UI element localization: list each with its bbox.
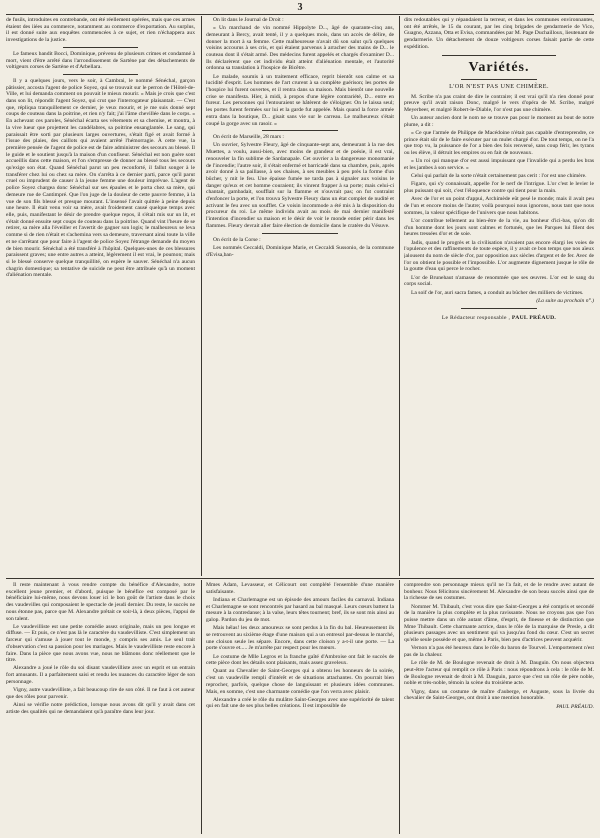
review-paragraph: Mmes Adam, Levasseur, et Célicourt ont complété l'ensemble d'une manière satisfaisante.	[206, 582, 394, 595]
news-paragraph: On écrit de la Corse :	[213, 236, 261, 243]
column-1-top	[6, 17, 195, 576]
separator	[262, 233, 337, 234]
review-paragraph: Nommer M. Thibault, c'est vous dire que Saint-Georges a été compris et secondé de la manière la plus complète et la plus ravissante. Nous ne croyons pas que l'on puisse mettre dans un rôle autant d'âme, d'esprit, de finesse et de distinction que Mme Thibault. Cette charmante actrice, dans le rôle de la marquise de Presle, a dit plusieurs passages avec un sentiment qui va jusqu'au fond du cœur. C'est un secret qu'elle seule possède et que, même à Paris, bien peu d'actrices peuvent acquérir.	[404, 603, 594, 644]
section-title: Variétés.	[468, 59, 530, 75]
separator	[63, 47, 139, 48]
article-paragraph: « Ce que l'armée de Philippe de Macédoine n'était pas capable d'entreprendre, ce prince était sûr de le faire exécuter par un mulet chargé d'or. De tout temps, on ne l'a que trop vu, la puissance de l'or a bien des fois renversé, sans coup férir, les tyrans ou les élève, il détruit les empires ou en fait de nouveaux.	[404, 130, 594, 157]
top-rule	[6, 14, 594, 15]
news-paragraph: dits redoutables qui y répandaient la terreur, et dans les communes environnantes, ont été arrêtés, le 15 du courant, par les cinq brigades de gendarmerie de Vico, Guagno, Azzana, Otta et Evisa, commandées par M. Page Duchailloux, lieutenant de gendarmerie. Un détachement de douze voltigeurs corses faisait partie de cette expédition.	[404, 17, 594, 50]
news-paragraph: de fusils, introduites en contrebande, ont été réellement opérées, mais que ces armes étaient des iiées au commerce, notamment au commerce d'exportation. Au surplus, il est donné suite aux enquêtes commencées à ce sujet, et rien n'échappera aux investigations de la justice.	[6, 17, 195, 44]
column-3-bottom	[404, 582, 594, 834]
news-paragraph: Le malade, soumis à un traitement efficace, reprit bientôt son calme et sa lucidité d'esprit. Les hommes de l'art crurent à sa complète guérison; les portes de l'hospice lui furent ouvertes, et il rentra dans sa maison. Mais bientôt une nouvelle crise se manifesta. Hier, à midi, à propos d'une légère contrariété, D... entre en fureur. Les personnes qui l'entouraient se hâtèrent de s'éloigner. On le laissa seul; les portes furent fermées sur lui et la garde fut appelée. Mais quand la force armée entra dans la boutique, D... gisait sans vie sur le carreau. Le malheureux s'était coupé la gorge avec un rasoir. »	[206, 73, 394, 127]
news-paragraph: Le fameux bandit Bocci, Dominique, prévenu de plusieurs crimes et condamné à mort, vient d'être arrêté dans l'arrondissement de Sartène par des détachements de voltigeurs corses de Sartène et d'Arbellara.	[6, 50, 195, 71]
column-rule	[399, 16, 400, 576]
review-paragraph: Mais hélas! les deux amoureux se sont perdus à la fin du bal. Heureusement ils se retrouvent au sixième étage d'une maison qui a un entresol par-dessus le marché, une cloison seule les sépare. Encore, dans cette cloison y a-t-il une porte. — La porte s'ouvre et..... Je m'arrête par respect pour les mœurs.	[206, 625, 394, 652]
news-paragraph: On lit dans le Journal de Droit :	[213, 17, 284, 23]
article-signature: (La suite au prochain n°.)	[536, 298, 594, 305]
news-paragraph: Il y a quelques jours, vers le soir, à Cambrai, le nommé Sénéchal, garçon pâtissier, accosta l'agent de police Soyez, qui se trouvait sur le perron de l'Hôtel-de-Ville, et lui demanda comment on pouvait le mieux mourir. « Mais je crois que c'est dans son lit, répondit l'agent Soyez, qui crut que l'interrogateur plaisantait. — C'est que, répliqua tranquillement ce dernier, je veux mourir, et je me suis donné sept coups de couteau dans la poitrine, et rien n'y fait; j'ai l'âme chevillée dans le corps. » En achevant ces paroles, Sénéchal écarta ses vêtements et sa chemise, et montra, à la vive lueur que projettent les candélabres, sa poitrine ensanglantée. Le sang, qui paraissait être sorti par plusieurs larges ouvertures, s'était figé et avait formé à l'issue des plaies, des caillots qui avaient arrêté l'hémorragie. À cette vue, la première pensée de l'agent de police est de faire administrer des secours au blessé. Il le guide et le soutient jusqu'à la maison d'un confiseur. Sénéchal est non guère sont accueillis dans cette maison, et l'on s'empresse de donner au blessé tous les secours qu'exige son état. Quand Sénéchal parut un peu reconforté, il fallut songer à le transférer chez lui ou chez sa mère. On s'arrêta à ce dernier parti, parce qu'il parut cruel ou imprudent de causer à la jeune femme une douleur imprévue. L'agent de police Soyez chargea donc Sénéchal sur ses épaules et le porta chez sa mère, qui demeure rue de Cantimpré. Que l'on juge de la douleur de cette pauvre femme, à la vue de son fils blessé et presque mourant. L'insensé l'avait quittée à peine depuis une heure. Il était venu voir sa mère, avait froidement causé quelque temps avec elle, puis, manifestant le désir de prendre quelque repos, il s'était mis sur un lit, et s'était donné ensuite sept coups de couteau dans la poitrine. Quand vint l'heure de se retirer, sa mère alla l'éveiller et l'avertit de gagner son logis; le malheureux se leva comme si de rien n'était et s'achemina vers sa demeure, traversant ainsi toute la ville et ne s'arrêtant que pour faire à l'agent de police Soyez l'étrange demande du moyen de bien mourir. Sénéchal a été transféré à l'hôpital. Quelques-unes de ces blessures paraissent graves; une entre autres a atteint, légèrement il est vrai, le poumon; mais si le blessé conserve quelque tranquillité, on espère le sauver. Sénéchal n'a aucun chagrin domestique; sa tentative de suicide ne peut être attribuée qu'à un moment d'aliénation mentale.	[6, 77, 195, 279]
article-paragraph: L'or de Brunehaut n'amasse de renommée que ses œuvres. L'or est le sang du corps social.	[404, 274, 594, 288]
page-number: 3	[297, 2, 303, 13]
column-2-top	[206, 17, 394, 576]
article-title: L'OR N'EST PAS UNE CHIMÈRE.	[449, 82, 549, 90]
article-paragraph: La soif de l'or, auri sacra fames, a conduit au bûcher des milliers de victimes.	[411, 289, 584, 296]
news-paragraph: « Un marchand de vin nommé Hippolyte D..., âgé de quarante-cinq ans, demeurant à Bercy, avait tenté, il y a quelques mois, dans un accès de délire, de donner la mort à sa femme. Cette malheureuse n'avait dû son salut qu'à quelques voisins accourus à ses cris, et qui étaient parvenus à arracher des mains de D... le couteau dont il s'était armé. Des médecins furent appelés et chargés d'examiner D... Ils déclarèrent que cet individu était atteint d'aliénation mentale, et l'autorité ordonna sa translation à l'hospice de Bicêtre.	[206, 25, 394, 72]
review-paragraph: Il reste maintenant à vous rendre compte du bénéfice d'Alexandre, notre excellent jeune premier, et d'abord, puisque le bénéfice est composé par le bénéficiaire lui-même, nous devons louer ici le bon goût de l'artiste dans le choix des vaudevilles qui composaient le spectacle de jeudi dernier. Du reste, le succès ne nous étonne pas, parce que M. Alexandre prêtait ce soir-là, à deux pièces, l'appui de son talent.	[6, 582, 195, 622]
separator	[461, 308, 537, 309]
review-paragraph: Quant au Chevalier de Saint-Georges qui a obtenu les honneurs de la soirée, c'est un vaudeville rempli d'intérêt et de situations attachantes. On pourrait bien reprocher, parfois, quelque chose de languissant et plusieurs idées communes. Mais, en somme, c'est une charmante comédie que l'on verra avec plaisir.	[206, 668, 394, 695]
review-paragraph: Alexandre a créé le rôle du mulâtre Saint-Georges avec une supériorité de talent qui en fait une de ses plus belles créations. Il est impossible de	[206, 696, 394, 710]
editor-label: Le Rédacteur responsable ,	[441, 314, 511, 321]
review-paragraph: Vigny, dans un costume de maître d'auberge, et Auguste, sous la livrée du chevalier de Saint-Georges, ont droit à une mention honorable.	[404, 688, 594, 702]
article-paragraph: Avec de l'or et un point d'appui, Archimède eût pesé le monde; mais il avait peu de l'un et encore moins de l'autre; voilà pourquoi nous ignorons, nous tant que nous sommes, la valeur spécifique de l'univers que nous habitons.	[404, 196, 594, 216]
column-rule	[201, 580, 202, 834]
review-paragraph: Le costume de Mlle Legros et la franche gaîté d'Ambroise ont fait le succès de cette pièce dont les détails sont plaisants, mais assez graveleux.	[206, 653, 394, 667]
article-paragraph: Jadis, quand le progrès et la civilisation n'avaient pas encore élargi les voies de l'opulence et des raffinements de toute espèce, il y avait ce bon temps que nos aïeux jalousent du nom de siècle d'or, par opposition aux siècles d'argent et de fer. Avec de l'or on obtient le possible et l'impossible. L'or augmente dignement jusque le rôle de la goutte d'eau qui perce le rocher.	[404, 239, 594, 273]
article-paragraph: Celui qui parlait de la sorte n'était certainement pas cerit : l'or est une chimère.	[411, 173, 587, 180]
column-3-top	[404, 17, 594, 576]
separator	[461, 79, 537, 80]
article-paragraph: L'or contribue tellement au bien-être de la vie, au bonheur d'ici-bas, qu'on dit d'un homme dont les jours sont calmes et fortunés, que les Parques lui filent des heures tressées d'or et de soie.	[404, 217, 594, 238]
news-paragraph: On écrit de Marseille, 28 mars :	[213, 134, 284, 141]
review-paragraph: Le rôle de M. de Boulogne revenait de droit à M. Dauguin. On nous objectera peut-être l'acteur qui remplit ce rôle à Paris : nous répondrons à cela : le rôle de M. de Boulogne revenait de droit à M. Dauguin, parce que c'est un rôle de père noble, noble et très-noble, témoin la scène du troisième acte.	[404, 660, 594, 687]
middle-rule	[6, 578, 594, 579]
review-paragraph: Alexandre a joué le rôle du soi disant vaudevilliste avec un esprit et un entrain fort amusants. Il a parfaitement saisi et rendu les nuances du caractère léger de son personnage.	[6, 665, 195, 685]
editor-name: PAUL PRÉAUD.	[511, 314, 557, 321]
article-paragraph: M. Scribe n'a pas craint de dire le contraire; il est vrai qu'il n'a rien donné pour preuve qu'il avait raison Donc, malgré le vers d'opéra de M. Scribe, malgré Meyerbeer, et malgré Robert-le-Diable, l'or n'est pas une chimère.	[404, 93, 594, 113]
column-rule	[201, 16, 202, 576]
review-paragraph: Le vaudevilliste est une petite comédie assez originale, mais un peu longue et diffuse. — Et puis, ce n'est pas là le caractère du vaudevilliste. C'est simplement un farceur qui s'amuse à jouer tout le monde, y compris ses amis. Le seul trait d'observation c'est sa passion pour les mariages. Mais le vaudevilliste reste encore à faire. Dans la pièce que nous avons vue, nous ne blâmons donc réellement que le titre.	[6, 623, 195, 664]
review-paragraph: Vernon n'a pas été heureux dans le rôle du baron de Tourvel. L'emportement n'est pas de la chaleur.	[404, 645, 594, 659]
column-2-bottom	[206, 582, 394, 834]
editor-credit	[404, 315, 594, 322]
review-paragraph: Indiana et Charlemagne est un épisode des amours faciles du carnaval. Indiana et Charlemagne se sont rencontrés par hasard au bal masqué. Leurs cœurs battent la mesure à la contredanse; à la valse, leurs têtes tournent; bref, ils se sont mis ainsi au galop. Pardon du jeu de mot.	[206, 596, 394, 624]
separator	[63, 74, 139, 75]
review-paragraph: Ainsi se vérifie notre prédiction, lorsque nous avons dit qu'il y avait dans cet artiste des qualités qui ne demandaient qu'à paraître dans leur jour.	[6, 701, 195, 715]
article-paragraph: Un auteur ancien dont le nom ne se trouve pas pour le moment au bout de notre plume, a dit :	[404, 115, 594, 128]
review-paragraph: Vigny, autre vaudevilliste, a fait beaucoup rire de son côté. Il ne faut à cet auteur que des rôles pour parvenir.	[6, 687, 195, 700]
news-paragraph: Un ouvrier, Sylvestre Fleury, âgé de cinquante-sept ans, demeurant à la rue des Muettes, a voulu, aussi-bien, avec moins de grandeur et de poésie, il est vrai, renouveler la fin sublime de Sardanapale. Cet ouvrier a la dangereuse monomanie de l'incendie; l'autre soir, il s'était enfermé et barricadé dans sa chambre, puis, après avoir donné à sa paillasse, à ses chaises, à ses meubles à peu près la forme d'un bûcher, y mit le feu. Une épaisse fumée ne tarda pas à signaler aux voisins le danger qu'eux et cet homme couraient; ils vinrent frapper à sa porte; mais celui-ci chantait, gambadait, soufflait sur la flamme et n'ouvrait pas; on fut contraint d'enfoncer la porte, et l'on trouva Sylvestre Fleury dans un état complet de nudité et activant le feu avec un soufflet. Ce voisin incommode a été mis à la disposition du procureur du roi. Le même individu avait au mois de mai dernier manifesté l'intention d'incendier sa maison et le désir de voir le monde entier périr dans les flammes. Fleury devrait aller faire élection de domicile dans le cratère du Vésuve.	[206, 142, 394, 229]
article-paragraph: Figaro, qui s'y connaissait, appelle l'or le nerf de l'intrigue. L'or c'est le levier le plus puissant qui soit, c'est l'éloquence contre qui tient pour la main.	[404, 181, 594, 195]
column-1-bottom	[6, 582, 195, 834]
separator	[442, 55, 556, 56]
article-paragraph: « Un roi qui manque d'or est aussi impuissant que l'invalide qui a perdu les bras et les jambes à son service. »	[404, 158, 594, 172]
review-paragraph: comprendre son personnage mieux qu'il ne l'a fait, et de le rendre avec autant de bonheur. Nous félicitons sincèrement M. Alexandre de son beau succès ainsi que de la richesse de ses costumes.	[404, 582, 594, 602]
review-signature: PAUL PRÉAUD.	[556, 703, 594, 710]
column-rule	[399, 580, 400, 834]
news-paragraph: Les nommés Ceccaldi, Dominique Marie, et Ceccaldi Sussonio, de la commune d'Evisa,ban-	[206, 244, 394, 258]
separator	[262, 130, 337, 131]
